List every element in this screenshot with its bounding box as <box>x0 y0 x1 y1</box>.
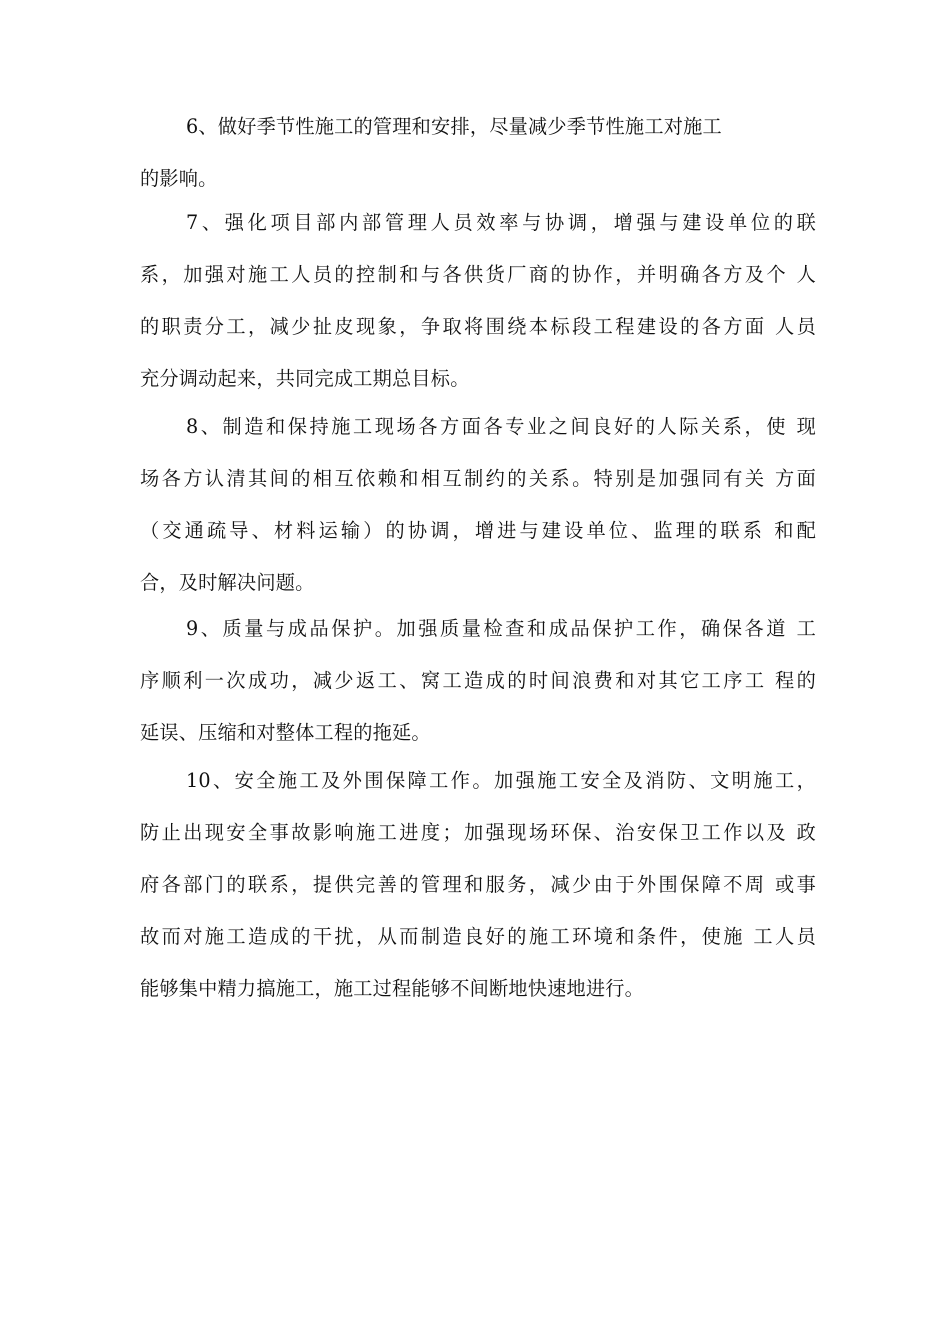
text-line: （交通疏导、材料运输）的协调，增进与建设单位、监理的联系 和配 <box>140 519 816 542</box>
text-line: 能够集中精力搞施工，施工过程能够不间断地快速地进行。 <box>140 977 645 1000</box>
text-line: 序顺利一次成功，减少返工、窝工造成的时间浪费和对其它工序工 程的 <box>140 669 816 692</box>
text-line: 充分调动起来，共同完成工期总目标。 <box>140 367 470 390</box>
paragraph-10 <box>140 766 816 1026</box>
text-line: 府各部门的联系，提供完善的管理和服务，减少由于外围保障不周 或事 <box>140 873 816 896</box>
paragraph-9 <box>140 614 816 770</box>
text-line: 6、做好季节性施工的管理和安排，尽量减少季节性施工对施工 <box>186 115 722 138</box>
text-line: 10、安全施工及外围保障工作。加强施工安全及消防、文明施工， <box>186 769 816 792</box>
text-line: 场各方认清其间的相互依赖和相互制约的关系。特别是加强同有关 方面 <box>140 467 816 490</box>
text-line: 防止出现安全事故影响施工进度；加强现场环保、治安保卫工作以及 政 <box>140 821 816 844</box>
text-line: 故而对施工造成的干扰，从而制造良好的施工环境和条件，使施 工人员 <box>140 925 816 948</box>
text-line: 的职责分工，减少扯皮现象，争取将围绕本标段工程建设的各方面 人员 <box>140 315 816 338</box>
text-line: 合，及时解决问题。 <box>140 571 315 594</box>
paragraph-8 <box>140 412 816 620</box>
text-line: 7、强化项目部内部管理人员效率与协调，增强与建设单位的联 <box>186 211 816 234</box>
text-line: 延误、压缩和对整体工程的拖延。 <box>140 721 431 744</box>
paragraph-7 <box>140 208 816 416</box>
text-line: 9、质量与成品保护。加强质量检查和成品保护工作，确保各道 工 <box>186 617 816 640</box>
paragraph-6 <box>140 112 816 216</box>
text-line: 的影响。 <box>140 167 218 190</box>
text-line: 系，加强对施工人员的控制和与各供货厂商的协作，并明确各方及个 人 <box>140 263 816 286</box>
text-line: 8、制造和保持施工现场各方面各专业之间良好的人际关系，使 现 <box>186 415 816 438</box>
